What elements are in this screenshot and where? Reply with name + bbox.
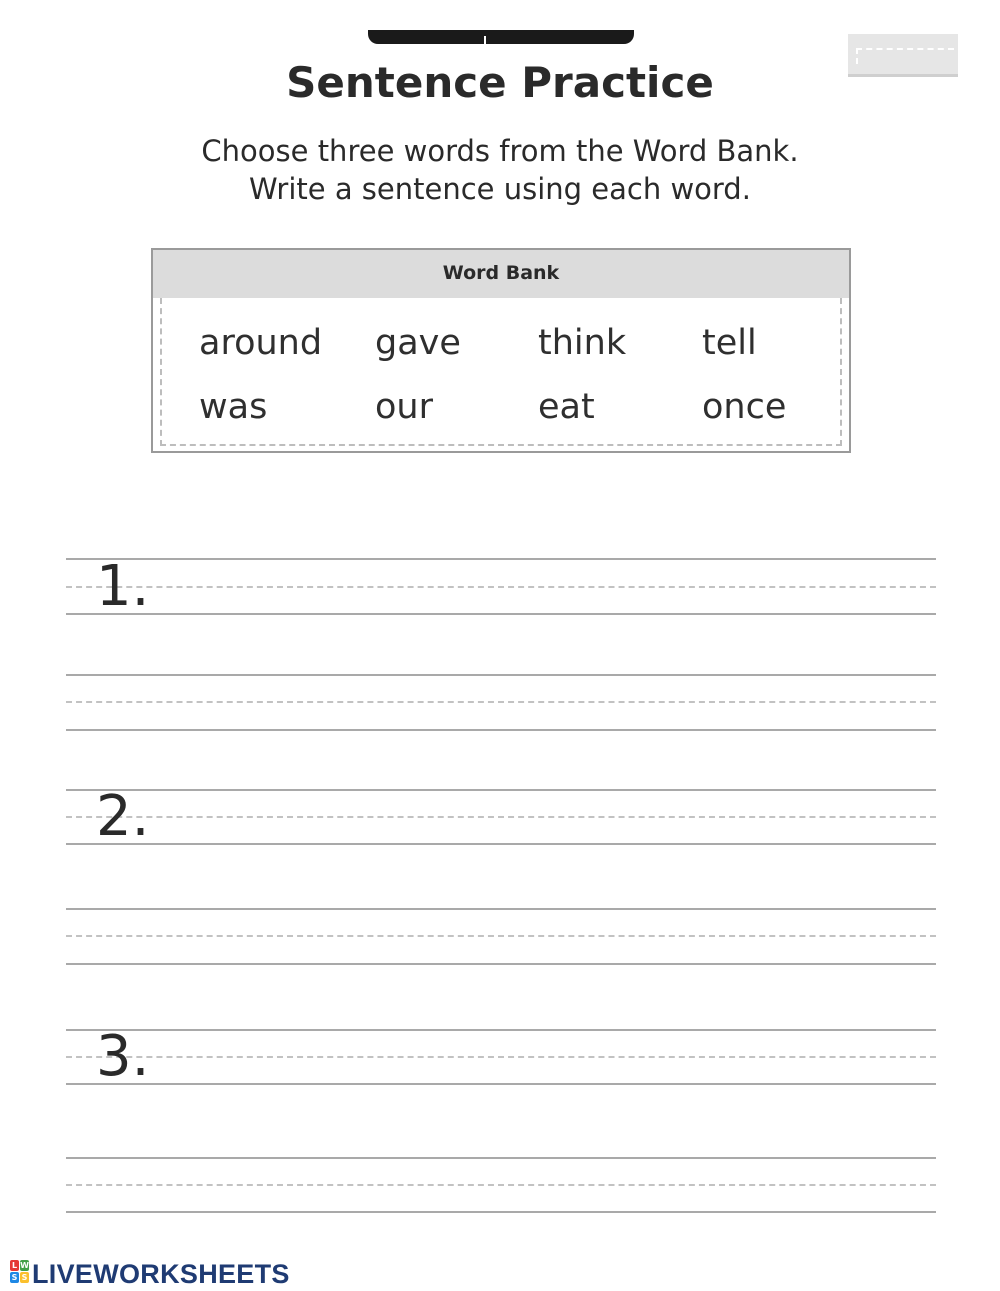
item-number: 2. bbox=[96, 784, 150, 849]
word-bank-word: think bbox=[538, 323, 627, 363]
top-tab-decoration bbox=[368, 30, 634, 44]
writing-line-base bbox=[66, 1083, 936, 1085]
writing-line-mid bbox=[66, 935, 936, 937]
word-bank-box bbox=[151, 248, 851, 453]
writing-line-base bbox=[66, 1211, 936, 1213]
word-bank-word: was bbox=[199, 387, 268, 427]
writing-line-base bbox=[66, 843, 936, 845]
logo-letter: W bbox=[20, 1261, 29, 1270]
writing-line-top bbox=[66, 674, 936, 676]
writing-line-mid bbox=[66, 816, 936, 818]
word-bank-list bbox=[160, 298, 842, 446]
word-bank-word: eat bbox=[538, 387, 595, 427]
writing-line-top bbox=[66, 1157, 936, 1159]
writing-line-top bbox=[66, 908, 936, 910]
writing-line-top bbox=[66, 789, 936, 791]
word-bank-word: once bbox=[702, 387, 787, 427]
item-number: 1. bbox=[96, 554, 150, 619]
word-bank-word: gave bbox=[375, 323, 461, 363]
instruction-line-2: Write a sentence using each word. bbox=[249, 172, 751, 206]
word-bank-word: tell bbox=[702, 323, 757, 363]
writing-line-mid bbox=[66, 701, 936, 703]
writing-line-base bbox=[66, 613, 936, 615]
writing-line-mid bbox=[66, 1056, 936, 1058]
logo-letter: S bbox=[21, 1273, 28, 1282]
writing-line-mid bbox=[66, 1184, 936, 1186]
logo-icon bbox=[10, 1260, 30, 1284]
item-number: 3. bbox=[96, 1024, 150, 1089]
writing-line-mid bbox=[66, 586, 936, 588]
writing-line-top bbox=[66, 1029, 936, 1031]
writing-line-base bbox=[66, 729, 936, 731]
logo-letter: L bbox=[11, 1261, 18, 1270]
logo-letter: S bbox=[11, 1273, 18, 1282]
word-bank-word: around bbox=[199, 323, 323, 363]
word-bank-title: Word Bank bbox=[153, 250, 849, 298]
word-bank-word: our bbox=[375, 387, 433, 427]
instruction-line-1: Choose three words from the Word Bank. bbox=[201, 134, 799, 168]
writing-line-top bbox=[66, 558, 936, 560]
logo-text: LIVEWORKSHEETS bbox=[32, 1259, 290, 1289]
page-title: Sentence Practice bbox=[286, 58, 714, 107]
writing-line-base bbox=[66, 963, 936, 965]
